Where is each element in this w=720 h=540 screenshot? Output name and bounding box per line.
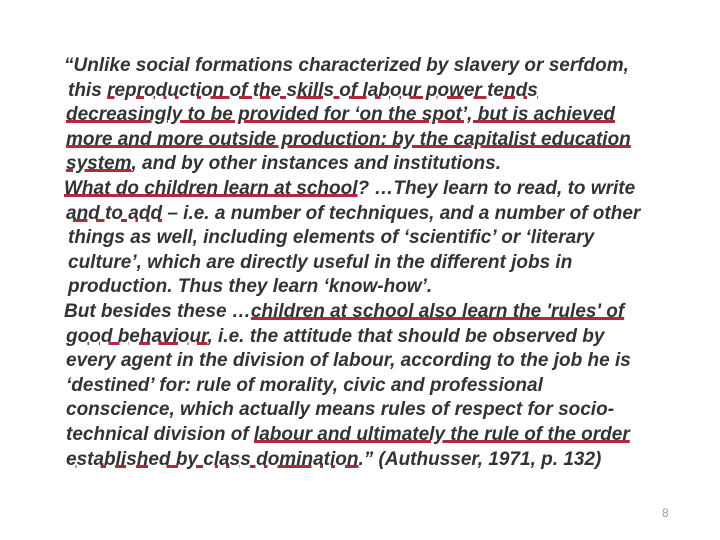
quote-line xyxy=(66,423,630,447)
underlined-phrase: reproduction of the skills of labour power tends xyxy=(107,79,538,101)
underlined-phrase: established by class domination xyxy=(66,448,359,470)
quote-text: ‘destined’ for: rule of morality, civic and professional xyxy=(66,374,543,396)
quote-line xyxy=(64,177,635,201)
quote-text: every agent in the division of labour, according to the job he is xyxy=(66,350,631,372)
quote-text: – i.e. a number of techniques, and a number of other xyxy=(162,202,641,224)
quote-text: technical division of xyxy=(66,424,254,445)
quote-text: this xyxy=(68,79,108,101)
underlined-phrase: system xyxy=(66,153,132,175)
quote-line xyxy=(66,152,501,176)
quote-text: But besides these … xyxy=(64,301,251,322)
quote-text: culture’, which are directly useful in the different jobs in xyxy=(68,251,573,273)
quote-line xyxy=(68,251,572,275)
quote-line xyxy=(66,349,631,373)
underlined-phrase: and to add xyxy=(66,202,163,224)
quote-text: , and by other instances and institutions. xyxy=(131,153,501,175)
underlined-phrase: labour and ultimately the rule of the order xyxy=(253,424,630,445)
quote-line xyxy=(66,398,614,422)
quote-line xyxy=(66,103,615,127)
quote-text: “Unlike social formations characterized by slavery or serfdom, xyxy=(64,55,629,76)
quote-line xyxy=(64,54,629,78)
underlined-phrase: good behaviour xyxy=(66,325,208,347)
quote-line xyxy=(66,374,543,398)
quote-text: conscience, which actually means rules of respect for socio- xyxy=(66,399,615,421)
underlined-phrase: decreasingly to be provided for ‘on the spot’, but is achieved xyxy=(66,104,615,126)
quote-line xyxy=(66,128,631,152)
quote-line xyxy=(66,448,601,472)
quote-line xyxy=(68,79,538,103)
underlined-phrase: children at school also learn the 'rules' of xyxy=(250,301,625,322)
page-number: 8 xyxy=(662,506,669,520)
quote-line xyxy=(64,300,624,324)
quote-line xyxy=(68,226,594,250)
quote-text: ? …They learn to read, to write xyxy=(357,178,636,199)
quote-text: production. Thus they learn ‘know-how’. xyxy=(68,276,433,298)
quote-text: things as well, including elements of ‘scientific’ or ‘literary xyxy=(68,227,595,249)
underlined-phrase: more and more outside production: by the capitalist education xyxy=(66,128,631,150)
quote-text: .” (Authusser, 1971, p. 132) xyxy=(358,448,602,470)
underlined-phrase: What do children learn at school xyxy=(64,178,358,199)
quote-text: , i.e. the attitude that should be observed by xyxy=(207,325,605,347)
quote-line xyxy=(68,275,432,299)
quote-line xyxy=(66,202,640,226)
quote-line xyxy=(66,325,604,349)
